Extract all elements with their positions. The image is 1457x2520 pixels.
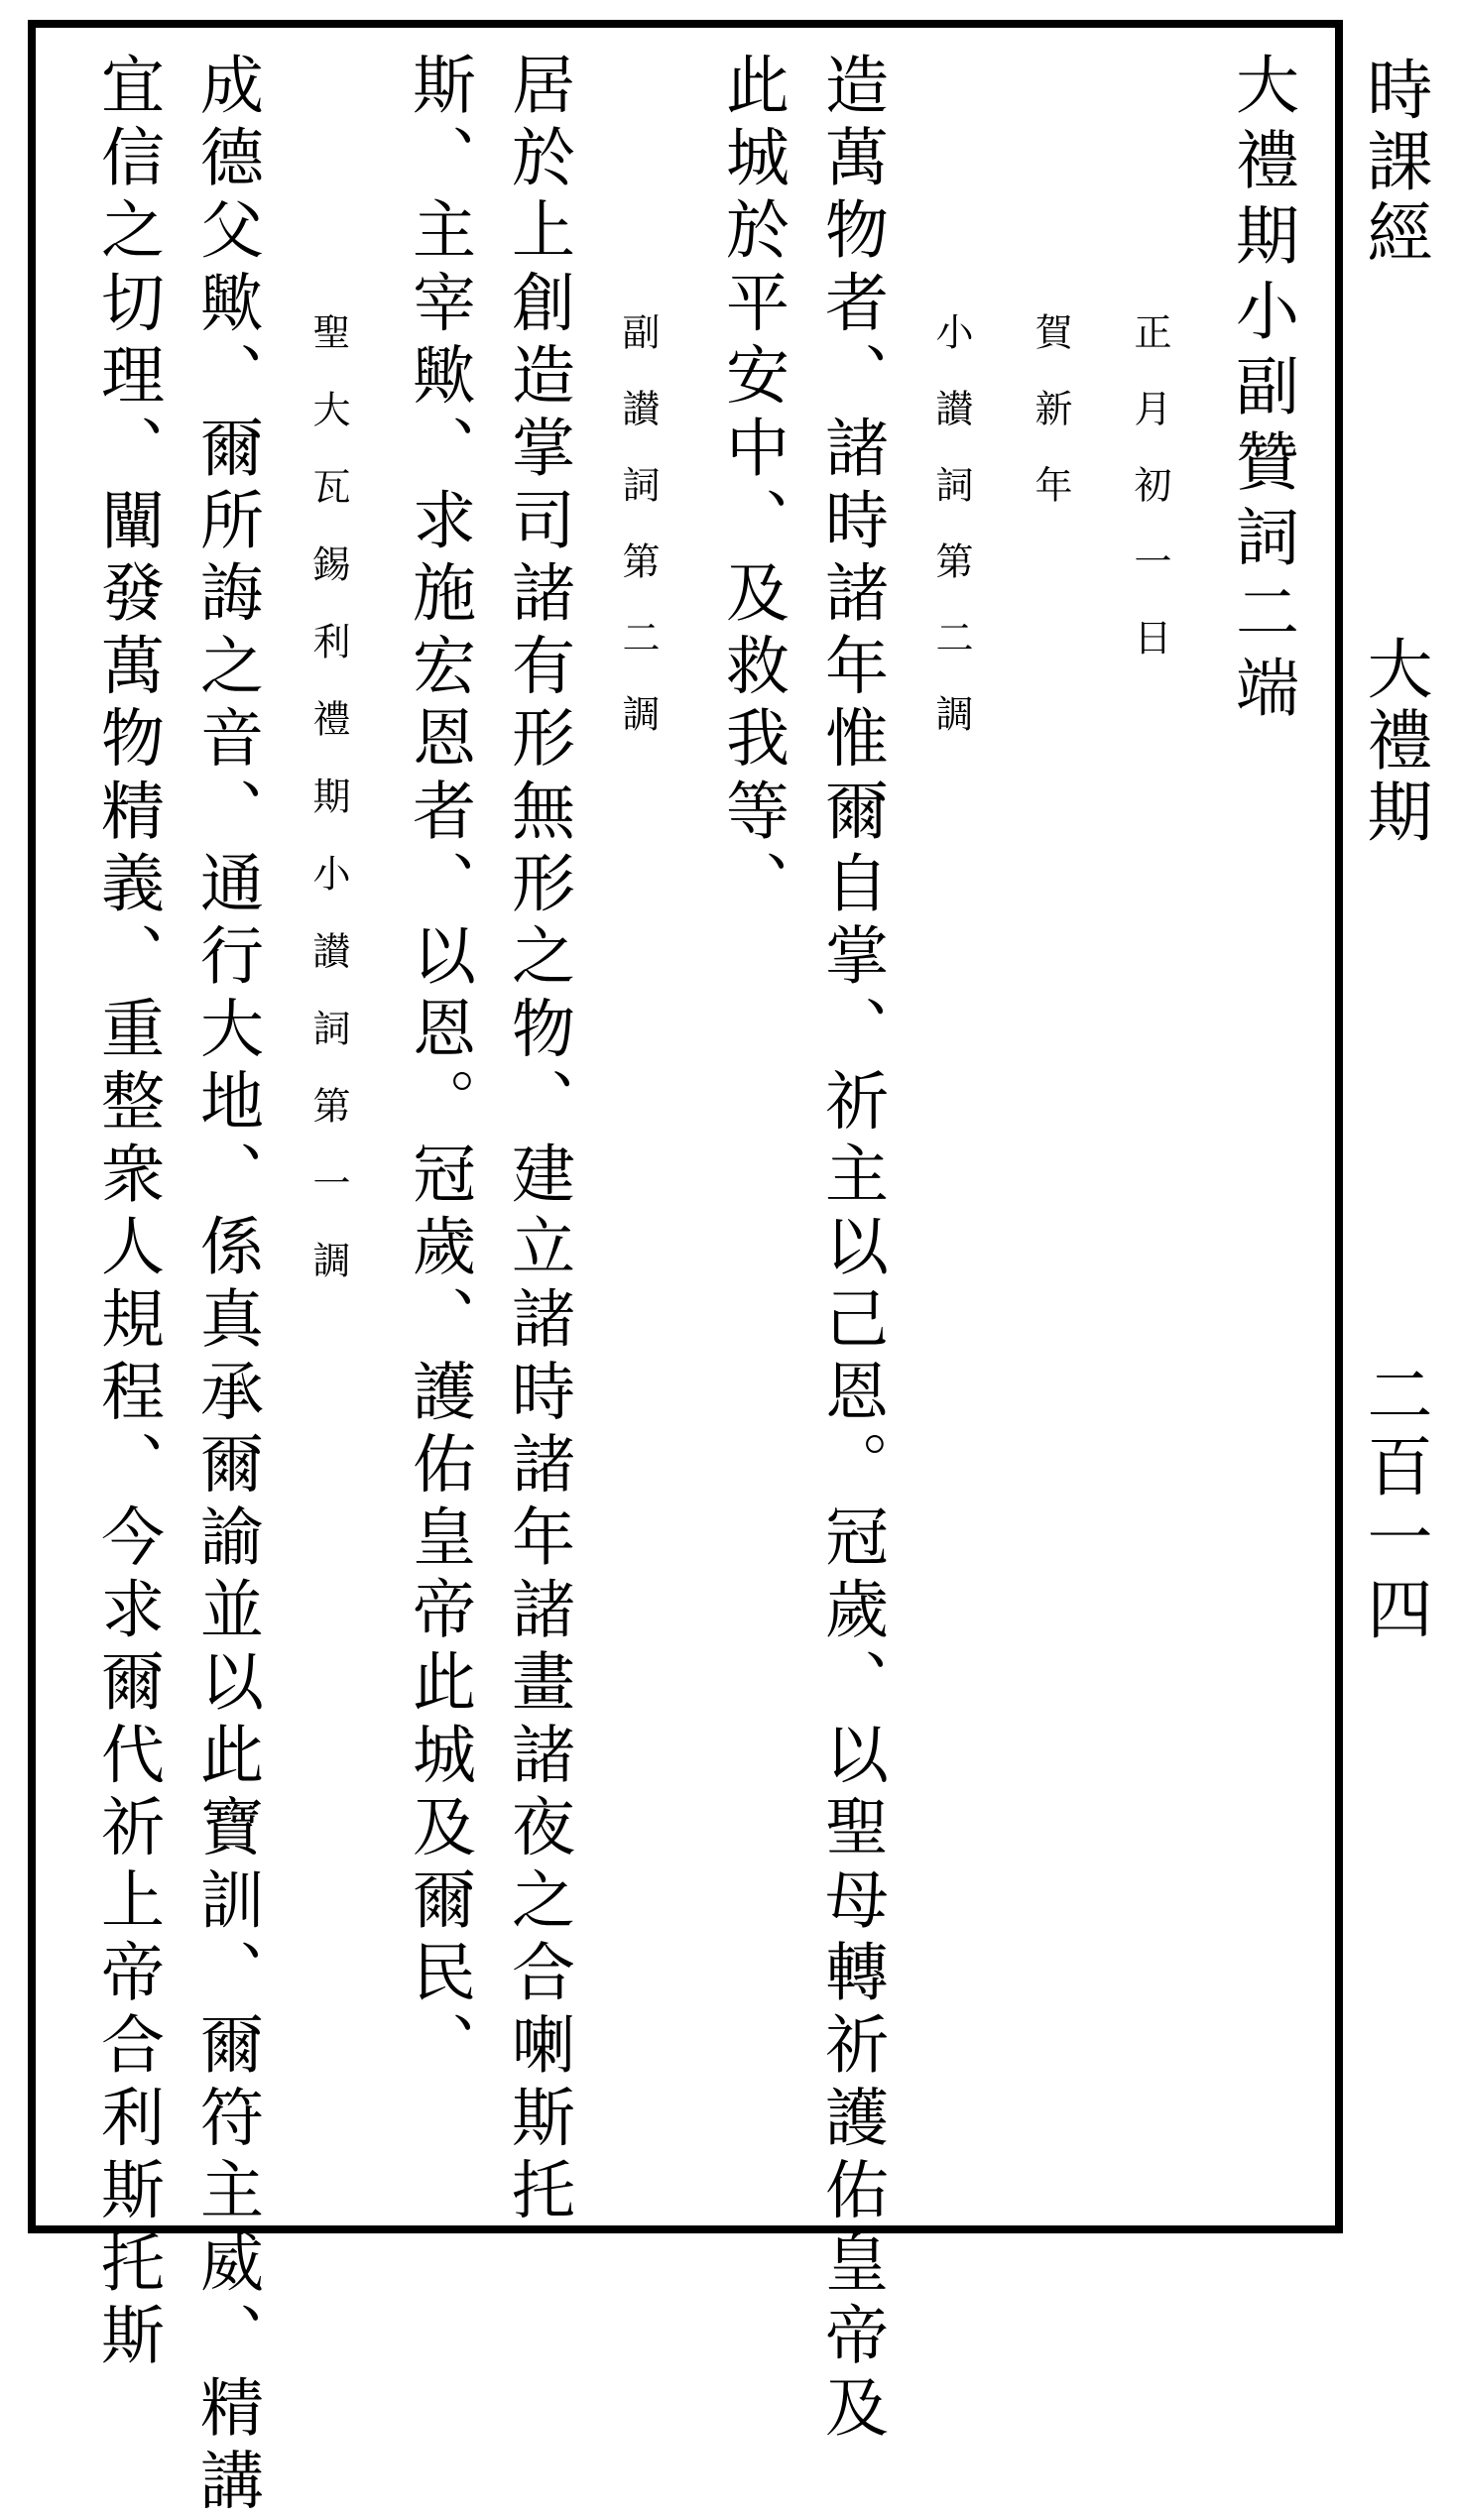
page-number: 二百一四 <box>1356 1361 1432 1646</box>
text-column-4: 斯、主宰歟、求施宏恩者、以恩。冠歲、護佑皇帝此城及爾民、 <box>402 52 475 2085</box>
section-title: 大禮期 <box>1356 635 1432 849</box>
text-column-3: 居於上創造掌司諸有形無形之物、建立諸時諸年諸畫諸夜之合喇斯托 <box>501 52 574 2229</box>
subheading-1: 小讃詞第二調 <box>929 312 973 771</box>
text-column-5: 成德父歟、爾所誨之音、通行大地、係真承爾諭並以此寶訓、爾符主威、精講 <box>189 52 263 2520</box>
subheading-3: 聖大瓦錫利禮期小讃詞第一調 <box>306 312 350 1318</box>
heading: 大禮期小副贊詞二端 <box>1225 52 1298 730</box>
date-line: 正月初一日 <box>1128 312 1171 694</box>
feast-line: 賀新年 <box>1029 312 1072 541</box>
book-title: 時課經 <box>1356 56 1432 270</box>
text-column-2: 此城於平安中、及救我等、 <box>715 52 789 923</box>
text-column-1: 造萬物者、諸時諸年惟爾自掌、祈主以己恩。冠歲、以聖母轉祈護佑皇帝及 <box>814 52 888 2448</box>
text-column-6: 宜信之切理、闡發萬物精義、重整衆人規程、今求爾代祈上帝合利斯托斯 <box>90 52 164 2375</box>
subheading-2: 副讃詞第二調 <box>616 312 660 771</box>
